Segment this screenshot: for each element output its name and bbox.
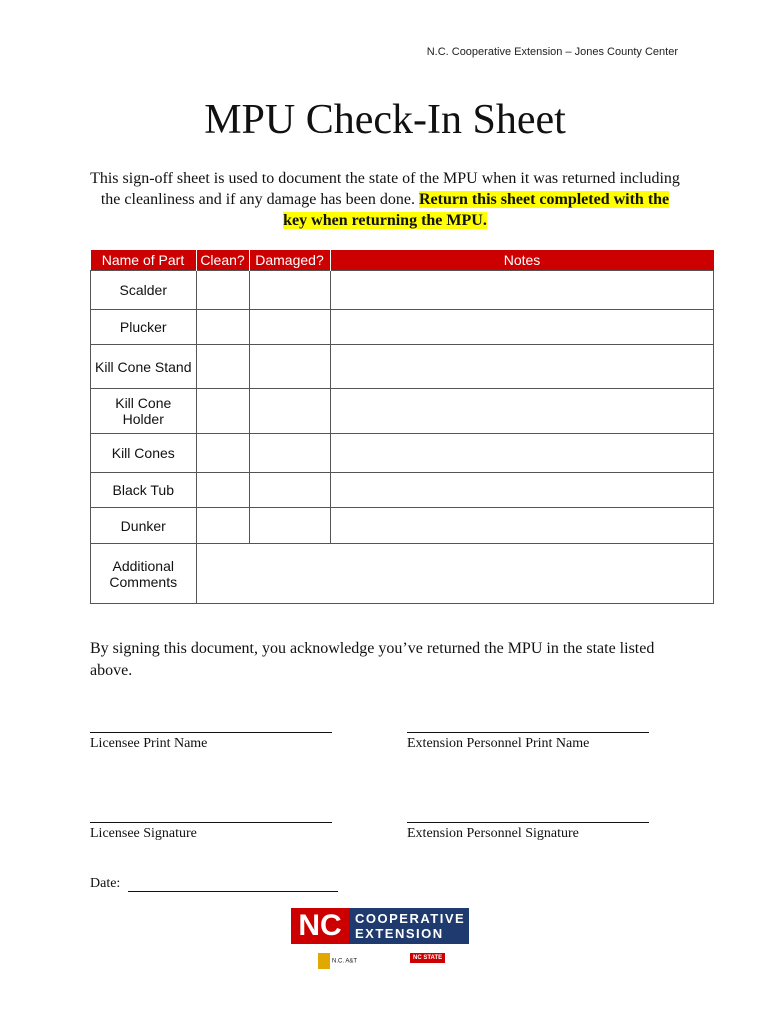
nc-at-label: N.C. A&T	[332, 958, 358, 965]
notes-cell[interactable]	[330, 434, 714, 473]
table-header-row	[91, 250, 714, 271]
clean-cell[interactable]	[196, 271, 249, 310]
extension-print-line[interactable]	[407, 732, 649, 733]
part-label: Kill Cone Stand	[91, 345, 197, 389]
clean-cell[interactable]	[196, 345, 249, 389]
intro-paragraph	[90, 168, 680, 231]
notes-cell[interactable]	[330, 271, 714, 310]
part-label: Scalder	[91, 271, 197, 310]
extension-signature-line[interactable]	[407, 822, 649, 823]
date-line[interactable]	[128, 891, 338, 892]
comments-cell[interactable]	[196, 544, 714, 604]
damaged-cell[interactable]	[249, 345, 330, 389]
nc-state-label: NC STATE	[410, 953, 445, 963]
part-label: Plucker	[91, 310, 197, 345]
header-clean: Clean?	[196, 250, 249, 271]
parts-table	[90, 250, 714, 604]
nc-at-logo	[318, 953, 357, 969]
table-row	[91, 310, 714, 345]
intro-highlight: Return this sheet completed with the key when returning the MPU.	[283, 191, 670, 229]
damaged-cell[interactable]	[249, 310, 330, 345]
table-row	[91, 271, 714, 310]
notes-cell[interactable]	[330, 389, 714, 434]
extension-print-label: Extension Personnel Print Name	[407, 736, 590, 751]
aggie-icon	[318, 953, 330, 969]
licensee-signature-label: Licensee Signature	[90, 826, 197, 841]
logo-cooperative: COOPERATIVE	[355, 911, 466, 926]
acknowledgement-text: By signing this document, you acknowledge you’ve returned the MPU in the state listed above.	[90, 640, 655, 679]
damaged-cell[interactable]	[249, 434, 330, 473]
clean-cell[interactable]	[196, 310, 249, 345]
clean-cell[interactable]	[196, 473, 249, 508]
licensee-print-line[interactable]	[90, 732, 332, 733]
nc-state-logo	[410, 953, 445, 963]
extension-signature-label: Extension Personnel Signature	[407, 826, 579, 841]
licensee-print-label: Licensee Print Name	[90, 736, 208, 751]
clean-cell[interactable]	[196, 389, 249, 434]
header-name-of-part: Name of Part	[91, 250, 197, 271]
comments-label: Additional Comments	[91, 544, 197, 604]
damaged-cell[interactable]	[249, 473, 330, 508]
table-row	[91, 473, 714, 508]
notes-cell[interactable]	[330, 345, 714, 389]
logo-wordmark	[349, 908, 469, 944]
header-notes: Notes	[330, 250, 714, 271]
intro-text: This sign-off sheet is used to document the state of the MPU when it was returned including the cleanliness and if any damage has been done.	[90, 170, 680, 208]
date-label: Date:	[90, 876, 121, 891]
table-row	[91, 508, 714, 544]
table-row	[91, 389, 714, 434]
table-row	[91, 434, 714, 473]
notes-cell[interactable]	[330, 473, 714, 508]
damaged-cell[interactable]	[249, 508, 330, 544]
part-label: Kill Cone Holder	[91, 389, 197, 434]
page-title: MPU Check-In Sheet	[204, 97, 566, 143]
part-label: Black Tub	[91, 473, 197, 508]
logo-extension: EXTENSION	[355, 926, 444, 941]
clean-cell[interactable]	[196, 434, 249, 473]
notes-cell[interactable]	[330, 310, 714, 345]
header-organization: N.C. Cooperative Extension – Jones County Center	[426, 46, 678, 58]
damaged-cell[interactable]	[249, 389, 330, 434]
licensee-signature-line[interactable]	[90, 822, 332, 823]
table-row-comments	[91, 544, 714, 604]
logo-nc-mark: NC	[291, 908, 349, 944]
table-row	[91, 345, 714, 389]
damaged-cell[interactable]	[249, 271, 330, 310]
part-label: Dunker	[91, 508, 197, 544]
part-label: Kill Cones	[91, 434, 197, 473]
header-damaged: Damaged?	[249, 250, 330, 271]
notes-cell[interactable]	[330, 508, 714, 544]
clean-cell[interactable]	[196, 508, 249, 544]
